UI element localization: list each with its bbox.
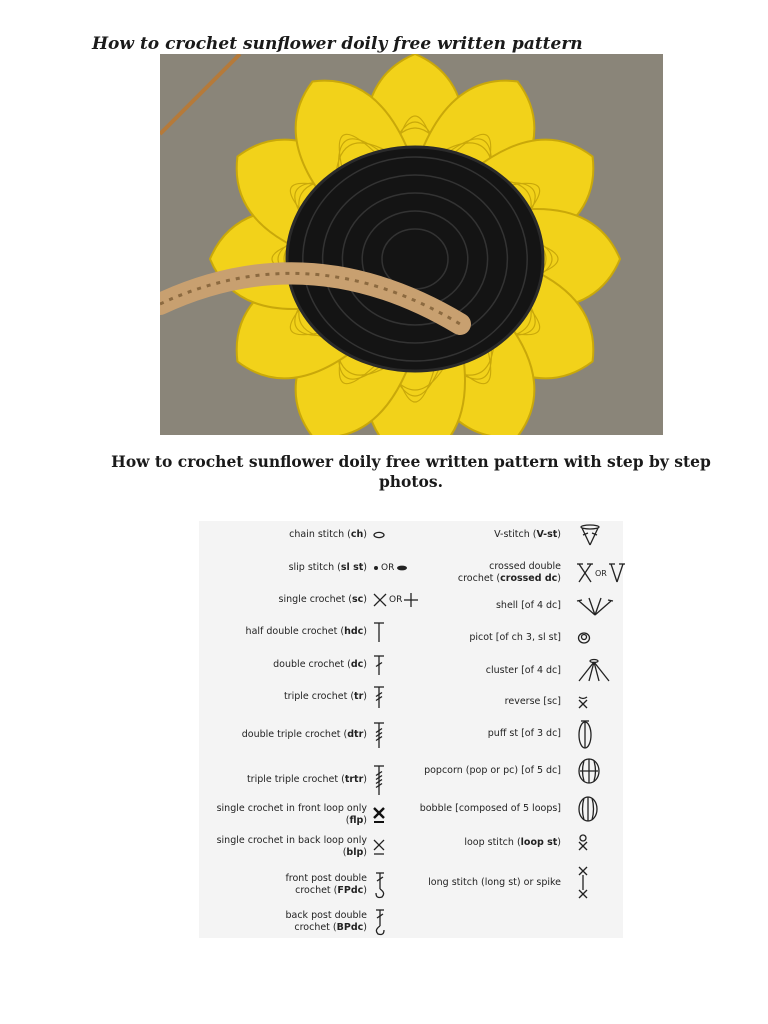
fp-symbol-icon [373,871,387,899]
vst-symbol [561,524,617,546]
dot-symbol [367,563,413,573]
stitch-name: back post double crochet [285,910,367,933]
symbol-row [413,757,623,785]
stitch-name: chain stitch [289,529,345,540]
t-3-symbol-icon [373,721,385,749]
popcorn-symbol [561,757,617,785]
stitch-label: single crochet (sc) [278,594,367,605]
stitch-label: chain stitch (ch) [289,529,367,540]
bp-symbol-icon [373,908,387,936]
stitch-name: single crochet in front loop only [216,803,367,814]
stitch-name: shell [of 4 dc] [495,600,561,611]
t-4-symbol [367,764,413,796]
stitch-name: single crochet in back loop only [216,835,367,846]
reverse-symbol-icon [577,695,589,709]
cluster-symbol [561,659,617,683]
spike-symbol [561,866,617,900]
stitch-abbreviation: sc [351,594,364,605]
symbol-row [199,908,413,936]
stitch-label: slip stitch (sl st) [288,562,367,573]
t-2-symbol-icon [373,685,385,709]
dot-symbol-icon [373,565,379,571]
symbol-row [199,833,413,861]
t-3-symbol [367,721,413,749]
reverse-symbol [561,695,617,709]
sunflower-doily-illustration [160,54,663,435]
symbol-row [413,829,623,857]
symbol-row [413,869,623,897]
symbol-row [199,721,413,749]
stitch-abbreviation: hdc [344,626,364,637]
sunflower-doily-photo [160,54,663,435]
stitch-name: single crochet [278,594,346,605]
stitch-label: triple triple crochet (trtr) [246,774,367,785]
vst-symbol-icon [577,524,603,546]
oval-symbol-icon [373,531,385,539]
shell-symbol-icon [577,596,613,616]
stitch-abbreviation: crossed dc [500,573,558,584]
symbol-row [413,688,623,716]
bobble-symbol [561,795,617,823]
crochet-symbol-chart [199,521,623,938]
stitch-name: V-stitch [494,529,530,540]
stitch-abbreviation: FPdc [337,885,364,896]
symbol-row [413,559,623,587]
stitch-name: picot [of ch 3, sl st] [469,632,561,643]
loop-symbol [561,834,617,852]
puff-symbol [561,719,617,749]
stitch-abbreviation: sl st [340,562,364,573]
t-4-symbol-icon [373,764,385,796]
stitch-name: long stitch (long st) or spike [428,877,561,888]
stitch-label [413,600,561,612]
stitch-label: back post double crochet (BPdc) [285,910,367,933]
stitch-label [413,728,561,740]
symbol-row [199,618,413,646]
stitch-name: reverse [sc] [504,696,561,707]
symbol-row [199,683,413,711]
stitch-label [413,696,561,708]
stitch-label [413,632,561,644]
x-front-symbol [367,807,413,823]
stitch-abbreviation: dtr [347,729,364,740]
cluster-symbol-icon [577,659,611,683]
stitch-name: triple triple crochet [246,774,339,785]
stitch-abbreviation: loop st [520,837,558,848]
doily-center [287,147,543,371]
crossed-symbol-icon [609,562,625,584]
symbol-row [199,586,413,614]
stitch-name: double crochet [273,659,345,670]
stitch-abbreviation: trtr [344,774,364,785]
symbol-row [199,554,413,582]
stitch-abbreviation: blp [346,847,364,858]
picot-symbol-icon [577,631,591,645]
symbol-row [413,795,623,823]
stitch-name: bobble [composed of 5 loops] [419,803,561,814]
symbol-row [199,521,413,549]
symbol-row [413,592,623,620]
stitch-abbreviation: V-st [536,529,558,540]
spike-symbol-icon [577,866,589,900]
stitch-abbreviation: flp [349,815,364,826]
or-label: OR [389,595,403,605]
stitch-label: triple crochet (tr) [283,691,367,702]
stitch-label: double crochet (dc) [273,659,367,670]
symbol-row [413,657,623,685]
puff-symbol-icon [577,719,593,749]
popcorn-symbol-icon [577,757,601,785]
stitch-name: popcorn (pop or pc) [of 5 dc] [424,765,561,776]
stitch-name: slip stitch [288,562,335,573]
stitch-label: front post double crochet (FPdc) [285,873,367,896]
or-label: OR [595,568,607,578]
stitch-label: crossed double crochet (crossed dc) [457,561,561,584]
stitch-label: loop stitch (loop st) [464,837,561,848]
stitch-label [413,665,561,677]
stitch-label: single crochet in back loop only (blp) [216,835,367,858]
t-symbol-icon [373,621,385,643]
symbol-row [413,624,623,652]
symbol-row [199,651,413,679]
symbol-row [413,720,623,748]
stitch-label [413,765,561,777]
stitch-name: loop stitch [464,837,514,848]
stitch-abbreviation: tr [354,691,364,702]
t-1-symbol-icon [373,654,385,676]
x-back-symbol-icon [373,839,385,855]
page-subtitle: How to crochet sunflower doily free written pattern with step by step photos. [111,452,711,491]
symbol-row [199,801,413,829]
stitch-label [413,877,561,889]
stitch-name: front post double crochet [285,873,367,896]
symbol-row [199,766,413,794]
stitch-abbreviation: dc [350,659,364,670]
dot-symbol-icon [396,565,408,571]
loop-symbol-icon [577,834,589,852]
stitch-name: puff st [of 3 dc] [487,728,561,739]
t-2-symbol [367,685,413,709]
symbol-row [413,521,623,549]
bp-symbol [367,908,413,936]
stitch-name: half double crochet [245,626,338,637]
stitch-label [413,803,561,815]
stitch-label: double triple crochet (dtr) [241,729,367,740]
stitch-abbreviation: BPdc [336,922,364,933]
stitch-label: V-stitch (V-st) [494,529,561,540]
oval-symbol [367,531,413,539]
x-back-symbol [367,839,413,855]
stitch-name: triple crochet [283,691,348,702]
x-plus-symbol-icon [373,593,387,607]
stitch-name: cluster [of 4 dc] [485,665,561,676]
crossed-symbol [561,562,617,584]
or-label: OR [381,563,395,573]
t-1-symbol [367,654,413,676]
x-front-symbol-icon [373,807,385,823]
picot-symbol [561,631,617,645]
stitch-abbreviation: ch [350,529,364,540]
t-symbol [367,621,413,643]
stitch-label: half double crochet (hdc) [245,626,367,637]
shell-symbol [561,596,617,616]
fp-symbol [367,871,413,899]
symbol-row [199,871,413,899]
stitch-label: single crochet in front loop only (flp) [216,803,367,826]
x-plus-symbol [367,593,413,607]
page-title: How to crochet sunflower doily free written pattern [92,34,583,54]
crossed-symbol-icon [577,562,593,584]
stitch-name: double triple crochet [241,729,341,740]
stitch-name: crossed double crochet [457,561,561,584]
bobble-symbol-icon [577,795,599,823]
